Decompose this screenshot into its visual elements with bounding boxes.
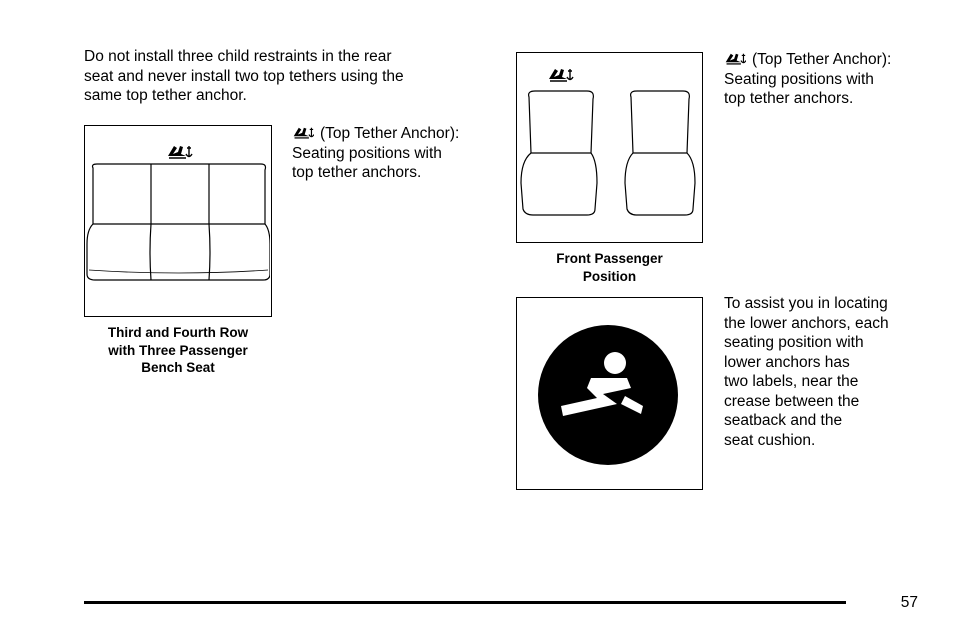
lower-anchor-illustration bbox=[517, 298, 701, 488]
lower-anchor-line: seatback and the bbox=[724, 412, 843, 429]
front-passenger-figure bbox=[516, 52, 703, 243]
top-tether-anchor-icon bbox=[168, 146, 192, 158]
top-tether-anchor-icon bbox=[292, 124, 314, 140]
caption-line: Bench Seat bbox=[141, 360, 215, 375]
lower-anchor-line: crease between the bbox=[724, 392, 860, 410]
lower-anchor-line: seating position with bbox=[724, 334, 864, 351]
lower-anchor-line: lower anchors has bbox=[724, 353, 850, 371]
front-seat-left bbox=[521, 91, 597, 215]
bench-seat-drawing bbox=[87, 164, 270, 280]
top-tether-anchor-icon bbox=[724, 50, 746, 66]
footer-rule bbox=[84, 601, 846, 604]
tether-note-text: Seating positions with bbox=[724, 70, 874, 88]
top-tether-anchor-icon bbox=[549, 69, 573, 81]
bench-seat-caption bbox=[84, 324, 272, 377]
lower-anchor-line: seat cushion. bbox=[724, 431, 816, 449]
tether-note-text: top tether anchors. bbox=[724, 90, 854, 107]
bench-seat-figure bbox=[84, 125, 272, 317]
intro-paragraph bbox=[84, 47, 404, 106]
tether-note-left bbox=[292, 124, 459, 183]
tether-note-right bbox=[724, 50, 891, 109]
lower-anchor-paragraph bbox=[724, 294, 889, 450]
caption-line: Position bbox=[582, 268, 637, 284]
caption-line: with Three Passenger bbox=[108, 342, 248, 358]
lower-anchor-label-icon bbox=[538, 325, 678, 465]
intro-line: seat and never install two top tethers using the bbox=[84, 67, 404, 85]
tether-note-text: Seating positions with bbox=[292, 144, 442, 162]
lower-anchor-line: the lower anchors, each bbox=[724, 314, 889, 332]
bench-seat-illustration bbox=[85, 126, 270, 315]
lower-anchor-line: To assist you in locating bbox=[724, 295, 888, 312]
front-seat-right bbox=[625, 91, 695, 215]
tether-note-text: (Top Tether Anchor): bbox=[752, 51, 892, 68]
intro-line: same top tether anchor. bbox=[84, 87, 247, 104]
caption-line: Front Passenger bbox=[556, 251, 663, 266]
tether-note-text: (Top Tether Anchor): bbox=[320, 125, 460, 142]
front-passenger-illustration bbox=[517, 53, 701, 241]
page-number: 57 bbox=[900, 594, 918, 611]
lower-anchor-figure bbox=[516, 297, 703, 490]
intro-line: Do not install three child restraints in the rear bbox=[84, 48, 392, 65]
caption-line: Third and Fourth Row bbox=[107, 325, 249, 340]
tether-note-text: top tether anchors. bbox=[292, 164, 422, 181]
lower-anchor-line: two labels, near the bbox=[724, 373, 859, 390]
front-passenger-caption bbox=[516, 250, 703, 285]
